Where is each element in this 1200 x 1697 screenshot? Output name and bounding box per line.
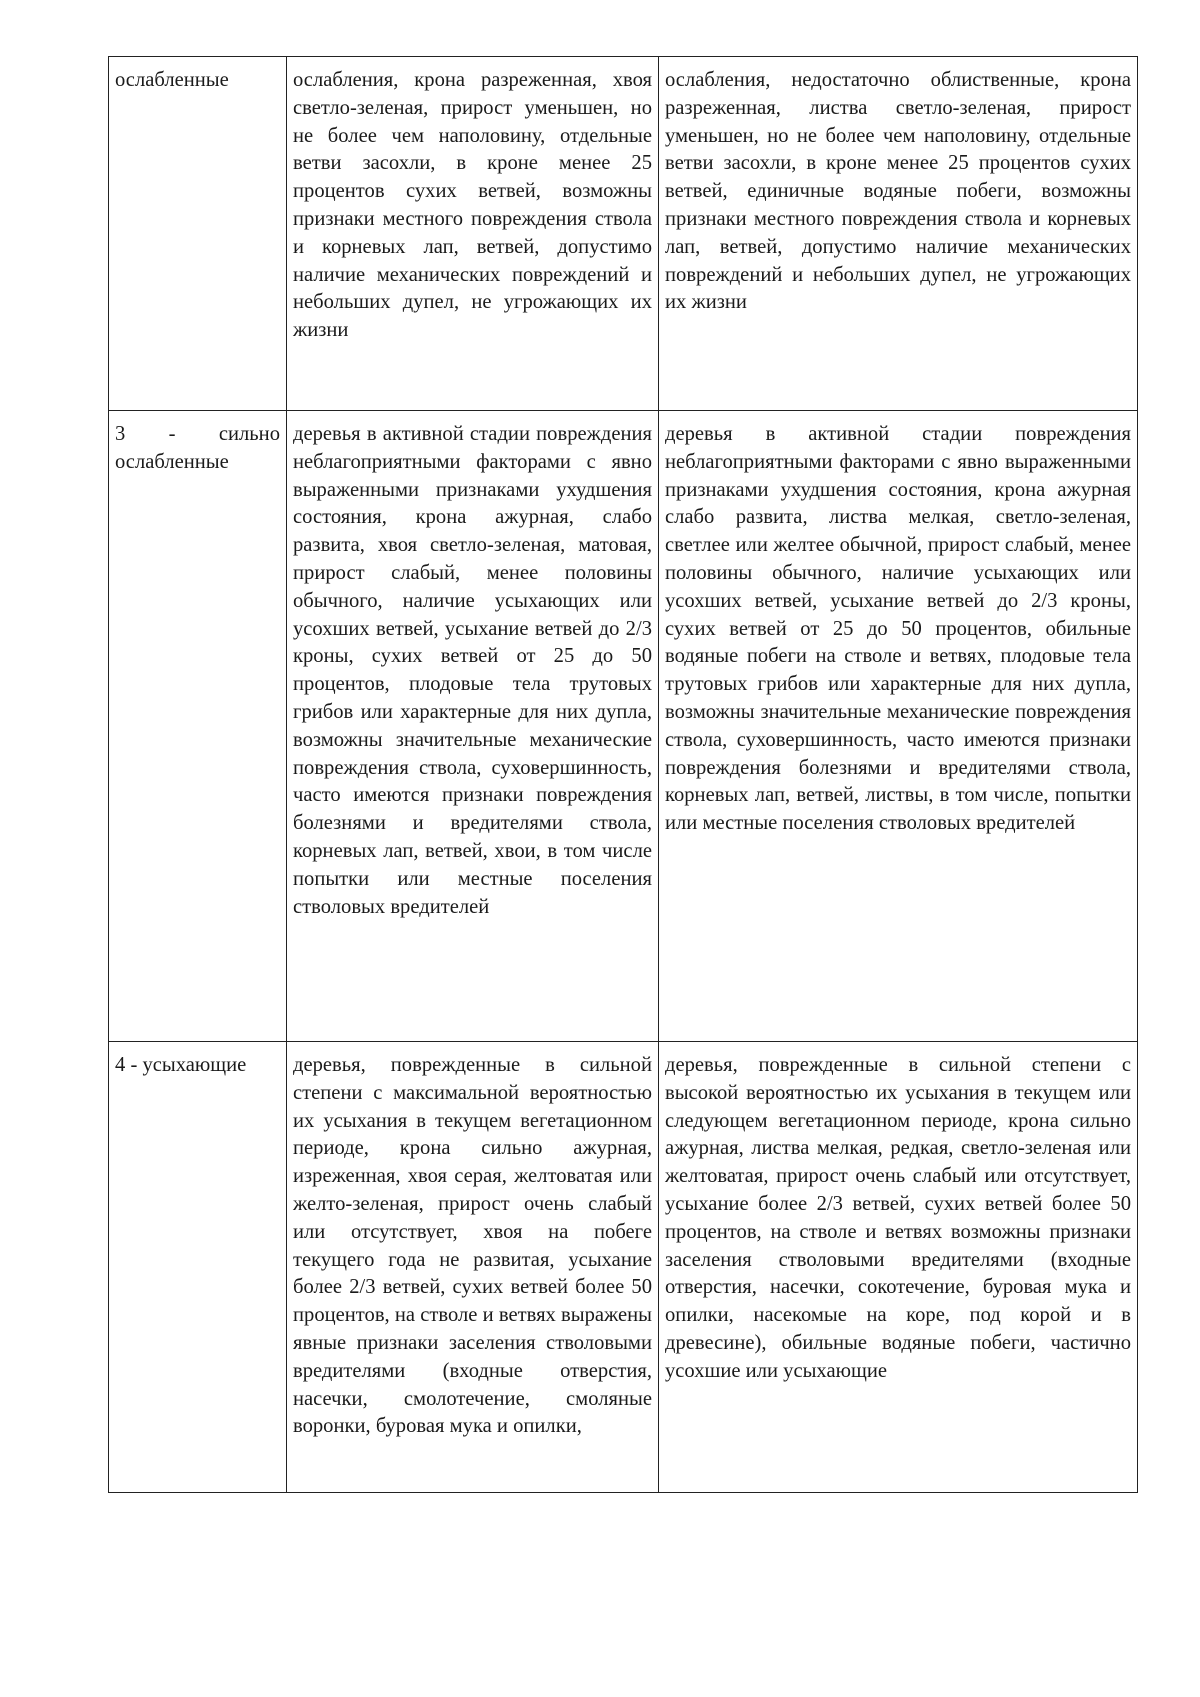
category-word: сильно xyxy=(218,423,280,445)
category-label xyxy=(115,421,280,477)
conifer-description-cell xyxy=(287,411,659,1042)
deciduous-description: деревья, поврежденные в сильной степени с высокой вероятностью их усыхания в текущем или следующем вегетационном периоде, крона сильно ажурная, листва мелкая, редкая, светло-зеленая или желтоватая, прирост очень слабый или отсутствует, усыхание более 2/3 ветвей, сухих ветвей более 50 процентов, на стволе и ветвях возможны признаки заселения стволовыми вредителями (входные отверстия, насечки, сокотечение, буровая мука и опилки, насекомые на коре, под корой и в древесине), обильные водяные побеги, частично усохшие или усыхающие xyxy=(665,1054,1131,1382)
category-label: ослабленные xyxy=(115,69,229,91)
conifer-description: деревья в активной стадии повреждения неблагоприятными факторами с явно выраженными признаками ухудшения состояния, крона ажурная, слабо развита, хвоя светло-зеленая, матовая, прирост слабый, менее половины обычного, наличие усыхающих или усохших ветвей, усыхание ветвей до 2/3 кроны, сухих ветвей от 25 до 50 процентов, плодовые тела трутовых грибов или характерные для них дупла, возможны значительные механические повреждения ствола, суховершинность, часто имеются признаки повреждения болезнями и вредителями ствола, корневых лап, ветвей, хвои, в том числе попытки или местные поселения стволовых вредителей xyxy=(293,423,652,918)
category-word-rest: ослабленные xyxy=(115,450,229,473)
deciduous-description-cell xyxy=(659,1042,1138,1493)
category-dash: - xyxy=(168,423,176,445)
conifer-description-cell xyxy=(287,1042,659,1493)
deciduous-description-cell xyxy=(659,57,1138,411)
conifer-description: деревья, поврежденные в сильной степени с максимальной вероятностью их усыхания в текущем вегетационном периоде, крона сильно ажурная, изреженная, хвоя серая, желтоватая или желто-зеленая, прирост очень слабый или отсутствует, хвоя на побеге текущего года не развитая, усыхание более 2/3 ветвей, сухих ветвей более 50 процентов, на стволе и ветвях выражены явные признаки заселения стволовыми вредителями (входные отверстия, насечки, смолотечение, смоляные воронки, буровая мука и опилки, xyxy=(293,1054,652,1438)
category-number: 3 xyxy=(115,423,126,445)
category-cell xyxy=(109,1042,287,1493)
category-cell xyxy=(109,411,287,1042)
category-cell xyxy=(109,57,287,411)
deciduous-description: ослабления, недостаточно облиственные, крона разреженная, листва светло-зеленая, прирост уменьшен, но не более чем наполовину, отдельные ветви засохли, в кроне менее 25 процентов сухих ветвей, единичные водяные побеги, возможны признаки местного повреждения ствола и корневых лап, ветвей, допустимо наличие механических повреждений и небольших дупел, не угрожающих их жизни xyxy=(665,69,1131,314)
conifer-description: ослабления, крона разреженная, хвоя светло-зеленая, прирост уменьшен, но не более чем наполовину, отдельные ветви засохли, в кроне менее 25 процентов сухих ветвей, возможны признаки местного повреждения ствола и корневых лап, ветвей, допустимо наличие механических повреждений и небольших дупел, не угрожающих их жизни xyxy=(293,69,652,342)
table-row xyxy=(109,57,1138,411)
table-row xyxy=(109,1042,1138,1493)
conifer-description-cell xyxy=(287,57,659,411)
deciduous-description: деревья в активной стадии повреждения неблагоприятными факторами с явно выраженными признаками ухудшения состояния, крона ажурная слабо развита, листва мелкая, светло-зеленая, светлее или желтее обычной, прирост слабый, менее половины обычного, наличие усыхающих или усохших ветвей, усыхание ветвей до 2/3 кроны, сухих ветвей от 25 до 50 процентов, обильные водяные побеги на стволе и ветвях, плодовые тела трутовых грибов или характерные для них дупла, возможны значительные механические повреждения ствола, суховершинность, часто имеются признаки повреждения болезнями и вредителями ствола, корневых лап, ветвей, листвы, в том числе, попытки или местные поселения стволовых вредителей xyxy=(665,423,1131,835)
condition-table xyxy=(108,56,1138,1493)
table-row xyxy=(109,411,1138,1042)
deciduous-description-cell xyxy=(659,411,1138,1042)
category-label-line xyxy=(115,421,280,449)
category-label: 4 - усыхающие xyxy=(115,1054,247,1076)
